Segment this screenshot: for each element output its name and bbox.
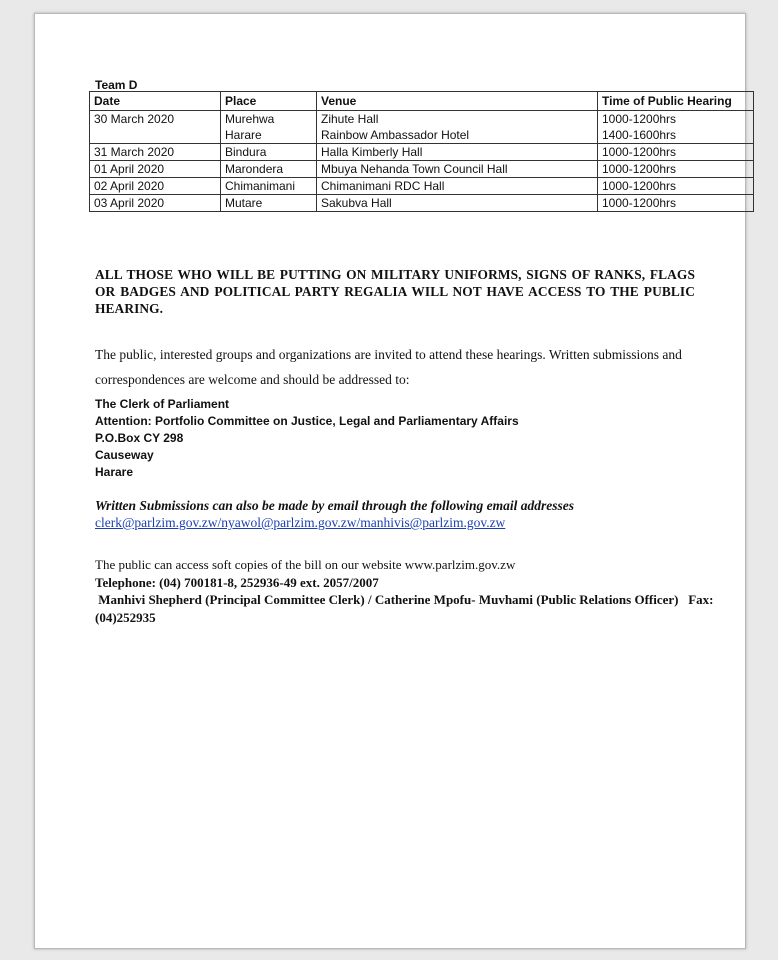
cell-venue: Halla Kimberly Hall <box>317 144 598 161</box>
table-row <box>90 178 754 195</box>
hearing-schedule-table <box>89 91 754 212</box>
website-line: The public can access soft copies of the bill on our website www.parlzim.gov.zw <box>95 557 516 572</box>
document-page <box>34 13 746 949</box>
header-venue: Venue <box>317 92 598 111</box>
cell-venue: Mbuya Nehanda Town Council Hall <box>317 161 598 178</box>
email-submission-note <box>95 497 735 531</box>
header-date: Date <box>90 92 221 111</box>
table-row <box>90 111 754 144</box>
email-addresses-link[interactable]: clerk@parlzim.gov.zw/nyawol@parlzim.gov.zw/manhivis@parlzim.gov.zw <box>95 515 506 530</box>
table-header-row <box>90 92 754 111</box>
cell-date: 01 April 2020 <box>90 161 221 178</box>
table-row <box>90 195 754 212</box>
contact-block <box>95 556 735 626</box>
cell-time: 1000-1200hrs 1400-1600hrs <box>598 111 754 144</box>
address-line: Attention: Portfolio Committee on Justice, Legal and Parliamentary Affairs <box>95 414 519 428</box>
header-place: Place <box>221 92 317 111</box>
cell-date: 03 April 2020 <box>90 195 221 212</box>
team-label: Team D <box>95 78 138 92</box>
clerks-line: Manhivi Shepherd (Principal Committee Clerk) / Catherine Mpofu- Muvhami (Public Relations Officer) Fax: (04)252935 <box>95 592 717 625</box>
cell-place: Chimanimani <box>221 178 317 195</box>
cell-date: 30 March 2020 <box>90 111 221 144</box>
cell-place: Murehwa Harare <box>221 111 317 144</box>
address-line: Harare <box>95 465 134 479</box>
invitation-paragraph: The public, interested groups and organizations are invited to attend these hearings. Written submissions and correspondences are welcome and should be addressed to: <box>95 347 682 387</box>
cell-venue: Zihute Hall Rainbow Ambassador Hotel <box>317 111 598 144</box>
cell-place: Mutare <box>221 195 317 212</box>
address-line: The Clerk of Parliament <box>95 397 230 411</box>
table-row <box>90 161 754 178</box>
cell-date: 02 April 2020 <box>90 178 221 195</box>
cell-venue: Sakubva Hall <box>317 195 598 212</box>
cell-time: 1000-1200hrs <box>598 195 754 212</box>
telephone-line: Telephone: (04) 700181-8, 252936-49 ext. 2057/2007 <box>95 574 379 590</box>
email-lead-text: Written Submissions can also be made by email through the following email addresses <box>95 498 575 513</box>
cell-venue: Chimanimani RDC Hall <box>317 178 598 195</box>
cell-time: 1000-1200hrs <box>598 161 754 178</box>
cell-place: Bindura <box>221 144 317 161</box>
cell-time: 1000-1200hrs <box>598 144 754 161</box>
address-line: Causeway <box>95 448 154 462</box>
postal-address <box>95 396 715 481</box>
table-row <box>90 144 754 161</box>
cell-date: 31 March 2020 <box>90 144 221 161</box>
cell-place: Marondera <box>221 161 317 178</box>
cell-time: 1000-1200hrs <box>598 178 754 195</box>
header-time: Time of Public Hearing <box>598 92 754 111</box>
address-line: P.O.Box CY 298 <box>95 431 184 445</box>
regalia-warning: ALL THOSE WHO WILL BE PUTTING ON MILITARY UNIFORMS, SIGNS OF RANKS, FLAGS OR BADGES AND POLITICAL PARTY REGALIA WILL NOT HAVE ACCESS TO THE PUBLIC HEARING. <box>95 267 695 316</box>
